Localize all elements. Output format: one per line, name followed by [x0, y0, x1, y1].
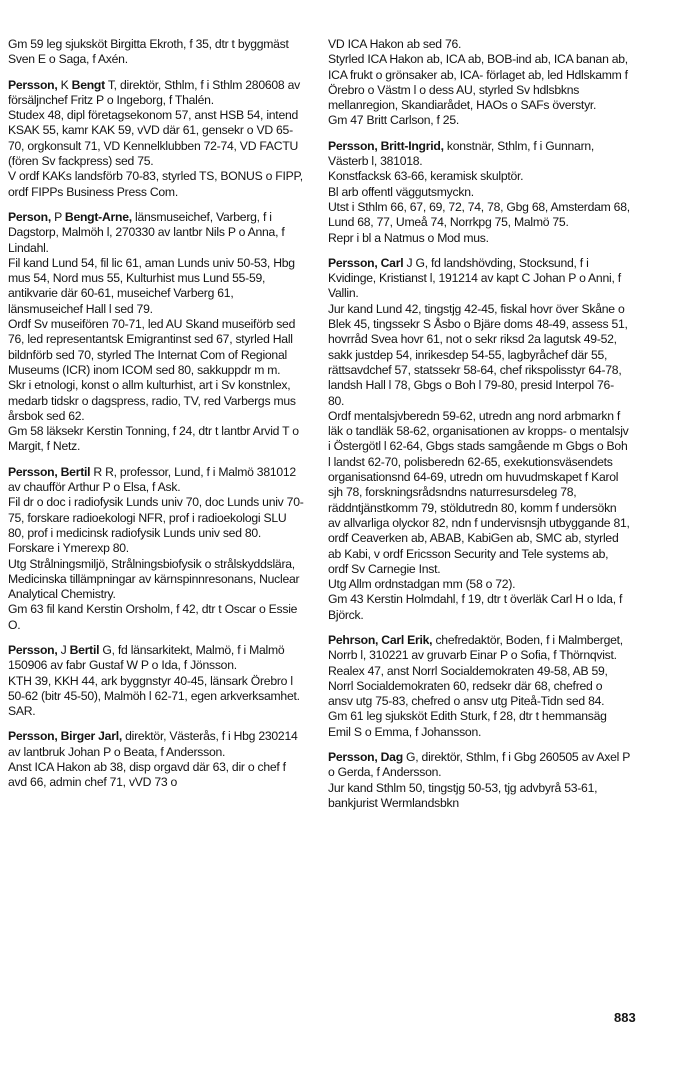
entry-given-name: Bertil	[60, 464, 91, 479]
entry-paragraph: KTH 39, KKH 44, ark byggnstyr 40-45, länsark Örebro l 50-62 (bitr 45-50), Malmöh l 62-71, egen arkverksamhet. SAR.	[8, 673, 300, 719]
page-number: 883	[614, 1010, 636, 1025]
biography-entry	[8, 465, 304, 633]
entry-heading-details: länsmuseichef, Varberg, f i Dagstorp, Malmöh l, 270330 av lantbr Nils P o Anna, f Lindahl.	[8, 209, 285, 255]
entry-heading	[328, 139, 630, 170]
entry-heading	[8, 729, 304, 760]
entry-paragraph: Styrled ICA Hakon ab, ICA ab, BOB-ind ab, ICA banan ab, ICA frukt o grönsaker ab, ICA- förlaget ab, led Hdlskamm f Örebro o Västm l o dess AU, styrled Sv hdlsbkns mellanregion, Skandiarådet, HAOs o SAFs överstyr.	[328, 52, 628, 113]
entry-given-name: Britt-Ingrid,	[380, 138, 444, 153]
entry-heading	[328, 633, 630, 664]
entry-paragraph: Gm 61 leg sjuksköt Edith Sturk, f 28, dtr t hemmansäg Emil S o Emma, f Johansson.	[328, 709, 607, 739]
entry-continuation	[8, 37, 304, 68]
entry-heading-details: direktör, Västerås, f i Hbg 230214 av lantbruk Johan P o Beata, f Andersson.	[8, 729, 298, 759]
entry-given-name: Carl Erik,	[381, 632, 433, 647]
biography-entry	[328, 633, 630, 740]
entry-paragraph: Repr i bl a Natmus o Mod mus.	[328, 230, 489, 245]
entry-heading-details: G, fd länsarkitekt, Malmö, f i Malmö 150906 av fabr Gustaf W P o Ida, f Jönsson.	[8, 642, 285, 673]
right-column	[328, 37, 630, 821]
entry-paragraph: Ordf mentalsjvberedn 59-62, utredn ang nord arbmarkn f läk o tandläk 58-62, organisationen av kropps- o mentalsjv i Östergötl l 62-64, Gbgs stads samgående m Gbgs o Boh l landst 62-70, polisberedn 62-65, exekutionsväsendets organisationsnd 64-69, utredn om huvudmskapet f Karol sjh 78, forskningsrådsndns naturresursdeleg 78, räddntjänstkomm 79, stöldutredn 80, komm f undersökn av allvarliga olyckor 82, ndn f undervisnsjh utbyggande 81, ordf Ceaverken ab, ABAB, KabiGen ab, SMC ab, styrled ab Kabi, v ordf Ericsson Security and Tele systems ab, ordf Sv Carnegie Inst.	[328, 408, 630, 576]
entry-heading	[328, 256, 630, 302]
entry-heading-details: chefredaktör, Boden, f i Malmberget, Norrb l, 310221 av gruvarb Einar P o Sofia, f Thörnqvist.	[328, 632, 623, 663]
biography-entry	[8, 78, 304, 200]
entry-given-name: Bengt	[71, 77, 105, 92]
entry-initials: J	[57, 642, 70, 657]
entry-paragraph: Fil kand Lund 54, fil lic 61, aman Lunds univ 50-53, Hbg mus 54, Nord mus 55, Kulturhist mus Lund 55-59, antikvarie där 60-61, museichef Varberg 61, länsmuseichef Hall l sed 79.	[8, 255, 295, 316]
entry-paragraph: Fil dr o doc i radiofysik Lunds univ 70, doc Lunds univ 70-75, forskare radioekologi NFR, prof i radioekologi SLU 80, prof i medicinsk radiofysik Lunds univ sed 80.	[8, 495, 304, 540]
entry-paragraph: Gm 63 fil kand Kerstin Orsholm, f 42, dtr t Oscar o Essie O.	[8, 602, 298, 632]
left-column	[8, 37, 304, 801]
entry-heading	[8, 210, 304, 256]
entry-surname: Persson,	[8, 642, 58, 657]
entry-heading-details: T, direktör, Sthlm, f i Sthlm 280608 av försäljnchef Fritz P o Ingeborg, f Thalén.	[8, 77, 300, 107]
entry-initials: K	[57, 77, 72, 92]
entry-heading-details: R R, professor, Lund, f i Malmö 381012 av chaufför Arthur P o Elsa, f Ask.	[8, 464, 296, 495]
entry-initials: P	[50, 209, 65, 224]
entry-given-name: Dag	[380, 750, 403, 765]
entry-surname: Persson,	[8, 77, 58, 92]
entry-paragraph: Gm 43 Kerstin Holmdahl, f 19, dtr t överläk Carl H o Ida, f Björck.	[328, 592, 623, 622]
entry-given-name: Bertil	[69, 642, 100, 657]
entry-paragraph: Bl arb offentl väggutsmyckn.	[328, 184, 474, 199]
entry-heading-details: G, direktör, Sthlm, f i Gbg 260505 av Axel P o Gerda, f Andersson.	[328, 750, 630, 780]
entry-heading	[328, 750, 630, 781]
biography-entry	[8, 643, 304, 719]
entry-paragraph: Utg Strålningsmiljö, Strålningsbiofysik o strålskyddslära, Medicinska tillämpningar av kärnspinnresonans, Nuclear Analytical Chemistry.	[8, 556, 300, 602]
entry-paragraph: Skr i etnologi, konst o allm kulturhist, art i Sv konstnlex, medarb tidskr o dagspress, radio, TV, red Varbergs mus årsbok sed 62.	[8, 378, 296, 423]
entry-paragraph: VD ICA Hakon ab sed 76.	[328, 37, 462, 51]
biography-entry	[328, 256, 630, 623]
entry-heading-details: konstnär, Sthlm, f i Gunnarn, Västerb l, 381018.	[328, 138, 595, 169]
biography-entry	[8, 729, 304, 790]
entry-surname: Persson,	[328, 255, 378, 270]
entry-surname: Pehrson,	[328, 632, 379, 647]
entry-paragraph: V ordf KAKs landsförb 70-83, styrled TS, BONUS o FIPP, ordf FIPPs Business Press Com.	[8, 169, 303, 199]
biography-entry	[328, 139, 630, 246]
entry-surname: Persson,	[8, 464, 58, 479]
entry-heading-details: J G, fd landshövding, Stocksund, f i Kvidinge, Kristianst l, 191214 av kapt C Johan P o Anni, f Vallin.	[328, 255, 621, 301]
entry-paragraph: Utst i Sthlm 66, 67, 69, 72, 74, 78, Gbg 68, Amsterdam 68, Lund 68, 77, Umeå 74, Norrkpg 75, Malmö 75.	[328, 199, 630, 230]
entry-paragraph: Anst ICA Hakon ab 38, disp orgavd där 63, dir o chef f avd 66, admin chef 71, vVD 73 o	[8, 760, 286, 790]
entry-heading	[8, 643, 304, 674]
entry-given-name: Birger Jarl,	[60, 729, 122, 744]
entry-paragraph: Gm 47 Britt Carlson, f 25.	[328, 113, 459, 128]
entry-paragraph: Forskare i Ymerexp 80.	[8, 541, 129, 556]
entry-surname: Persson,	[8, 729, 58, 744]
biography-entry	[8, 210, 304, 455]
entry-surname: Persson,	[328, 750, 378, 765]
entry-surname: Person,	[8, 209, 51, 224]
entry-heading	[8, 465, 304, 496]
entry-paragraph: Ordf Sv museifören 70-71, led AU Skand museiförb sed 76, led representantsk Emigrantinst sed 67, styrled Hall bildnförb sed 70, styrled The Internat Com of Regional Museums (ICR) inom ICOM sed 80, sakkuppdr m m.	[8, 317, 296, 377]
entry-paragraph: Gm 58 läksekr Kerstin Tonning, f 24, dtr t lantbr Arvid T o Margit, f Netz.	[8, 424, 299, 454]
entry-given-name: Carl	[380, 255, 404, 270]
biography-entry	[328, 750, 630, 811]
entry-paragraph: Gm 59 leg sjuksköt Birgitta Ekroth, f 35, dtr t byggmäst Sven E o Saga, f Axén.	[8, 37, 289, 67]
entry-paragraph: Studex 48, dipl företagsekonom 57, anst HSB 54, intend KSAK 55, kamr KAK 59, vVD där 61, gensekr o VD 65-70, orgkonsult 71, VD Kennelklubben 72-74, VD FACTU (fören Sv fackpress) sed 75.	[8, 108, 299, 169]
entry-paragraph: Jur kand Lund 42, tingstjg 42-45, fiskal hovr över Skåne o Blek 45, tingssekr S Åsbo o Bjäre doms 48-49, assess 51, hovrråd Svea hovr 61, not o sekr riksd 2a lagutsk 49-52, sakk justdep 54, inrikesdep 54-55, lagbyråchef där 55, rättsavdchef 57, statssekr 58-64, chef rikspolisstyr 64-78, landsh Hall l 78, Gbgs o Boh l 79-80, presid Interpol 76-80.	[328, 301, 628, 408]
entry-paragraph: Konstfacksk 63-66, keramisk skulptör.	[328, 169, 524, 184]
entry-paragraph: Realex 47, anst Norrl Socialdemokraten 49-58, AB 59, Norrl Socialdemokraten 60, redsekr där 68, chefred o ansv utg 75-83, chefred o ansv utg Piteå-Tidn sed 84.	[328, 663, 608, 709]
entry-paragraph: Utg Allm ordnstadgan mm (58 o 72).	[328, 577, 516, 592]
entry-surname: Persson,	[328, 138, 378, 153]
entry-given-name: Bengt-Arne,	[64, 209, 132, 224]
entry-heading	[8, 78, 304, 109]
entry-continuation	[328, 37, 630, 129]
entry-paragraph: Jur kand Sthlm 50, tingstjg 50-53, tjg advbyrå 53-61, bankjurist Wermlandsbkn	[328, 780, 598, 810]
